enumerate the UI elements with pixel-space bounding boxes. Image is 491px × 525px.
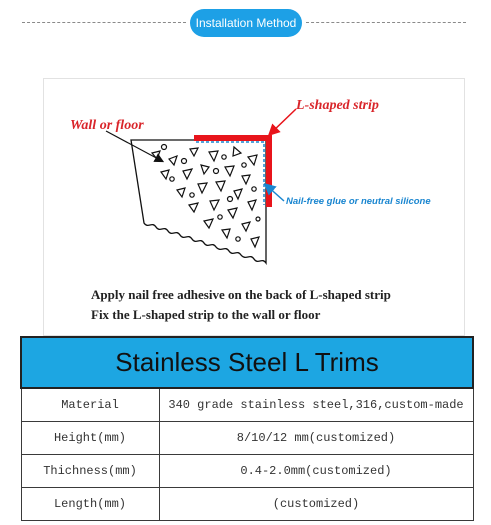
instruction-line-2: Fix the L-shaped strip to the wall or floor [91,307,321,322]
header-divider-right [306,22,466,23]
table-row [21,455,473,488]
table-row [21,422,473,455]
spec-label: Length(mm) [21,488,159,521]
installation-method-badge: Installation Method [190,9,302,37]
label-l-shaped-strip: L-shaped strip [296,98,379,113]
spec-value: (customized) [159,488,473,521]
header-divider-left [22,22,186,23]
spec-label: Height(mm) [21,422,159,455]
instruction-line-1: Apply nail free adhesive on the back of L-shaped strip [91,287,391,302]
label-glue: Nail-free glue or neutral silicone [286,196,431,207]
installation-diagram [43,78,465,336]
spec-table [20,336,474,521]
spec-table-title: Stainless Steel L Trims [21,337,473,388]
spec-label: Thichness(mm) [21,455,159,488]
label-wall-or-floor: Wall or floor [70,118,144,133]
concrete-section-shape [131,140,266,263]
table-row [21,488,473,521]
table-row [21,388,473,422]
spec-value: 0.4-2.0mm(customized) [159,455,473,488]
spec-value: 8/10/12 mm(customized) [159,422,473,455]
spec-value: 340 grade stainless steel,316,custom-made [159,388,473,422]
strip-label-arrow [270,109,296,134]
spec-label: Material [21,388,159,422]
